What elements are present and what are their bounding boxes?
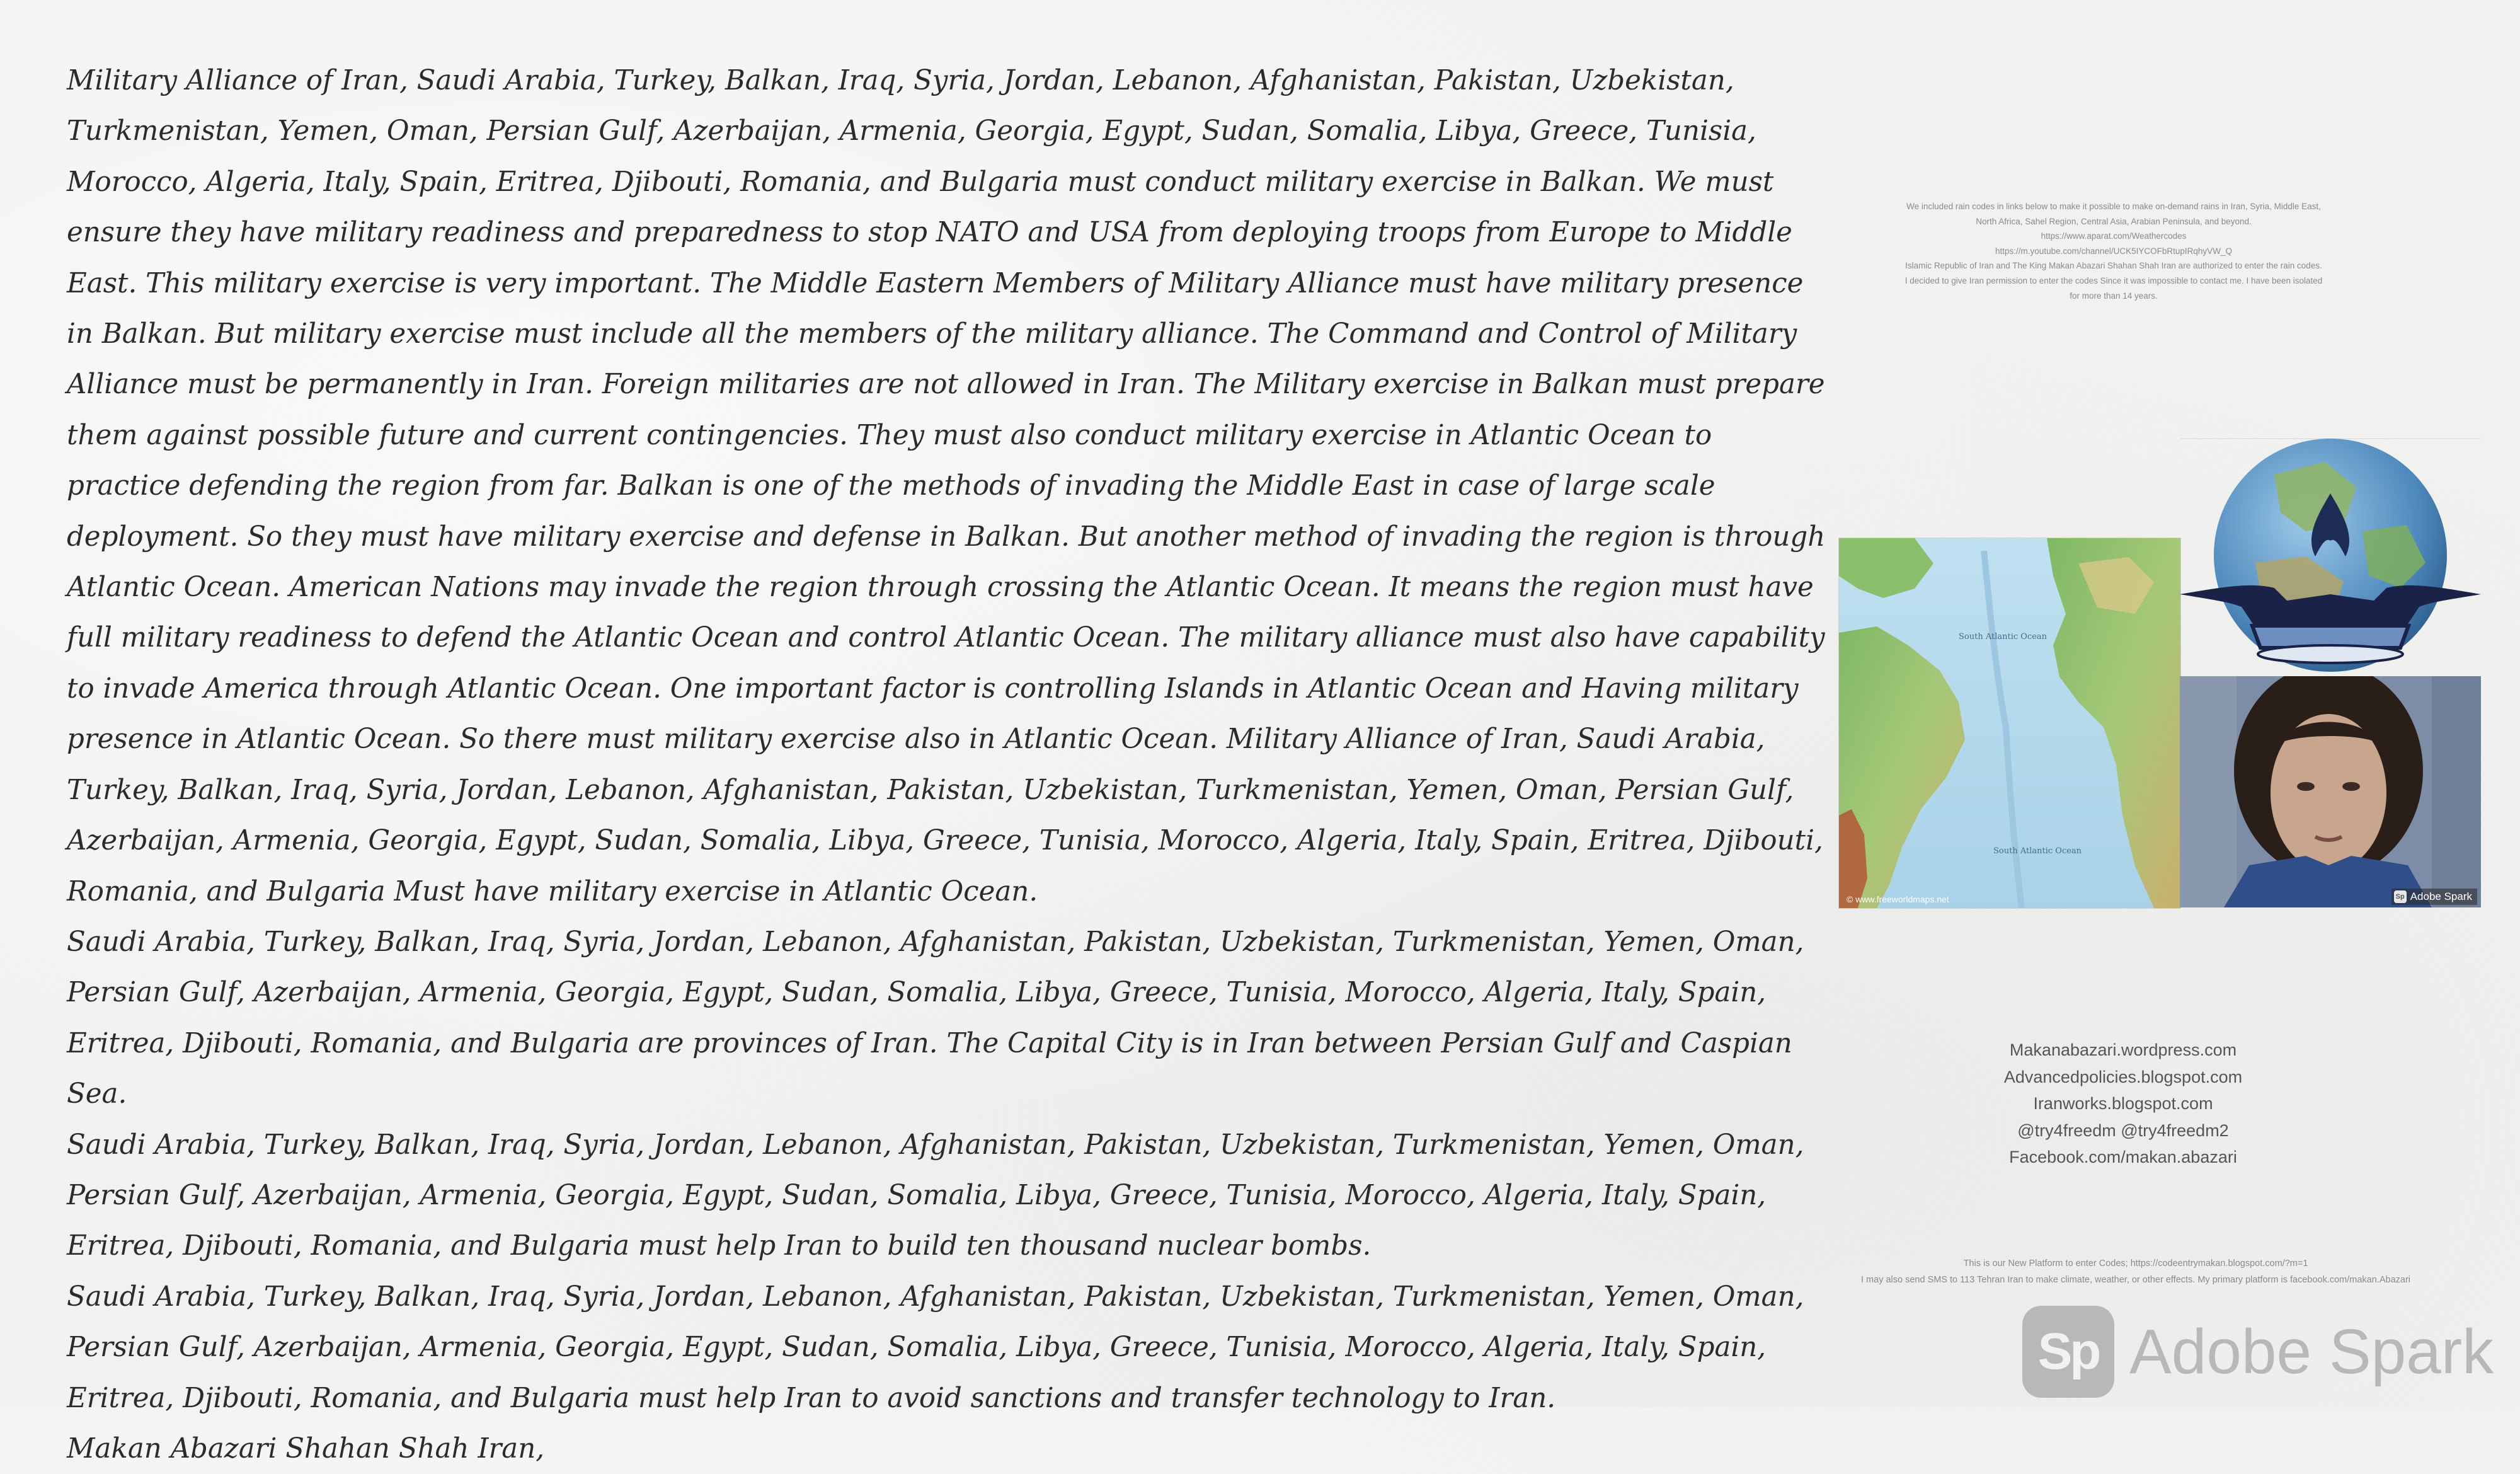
link-advancedpolicies[interactable]: Advancedpolicies.blogspot.com	[2003, 1067, 2243, 1086]
platform-note-line-2: I may also send SMS to 113 Tehran Iran to make climate, weather, or other effects. My primary platform is facebook.com/makan.Abazari	[1861, 1275, 2410, 1285]
notice-line: Islamic Republic of Iran and The King Makan Abazari Shahan Shah Iran are authorized to enter the rain codes.	[1905, 261, 2322, 271]
notice-line: I decided to give Iran permission to enter the codes Since it was impossible to contact me. I have been isolated	[1904, 275, 2323, 285]
notice-link[interactable]: https://m.youtube.com/channel/UCK5IYCOFbRtupIRqhyVW_Q	[1995, 246, 2232, 256]
link-wordpress[interactable]: Makanabazari.wordpress.com	[2009, 1040, 2237, 1059]
adobe-spark-logo-icon: Sp	[2022, 1306, 2114, 1398]
spark-logo-icon: Sp	[2394, 890, 2407, 903]
article-paragraph: Saudi Arabia, Turkey, Balkan, Iraq, Syria, Jordan, Lebanon, Afghanistan, Pakistan, Uzbekistan, Turkmenistan, Yemen, Oman, Persian Gulf, Azerbaijan, Armenia, Georgia, Egypt, Sudan, Somalia, Libya, Greece, Tunisia, Morocco, Algeria, Italy, Spain, Eritrea, Djibouti, Romania, and Bulgaria must help Iran to build ten thousand nuclear bombs.	[67, 1129, 1804, 1262]
atlantic-ocean-map	[1838, 538, 2181, 909]
crown-rim-icon	[2258, 645, 2403, 663]
rain-codes-notice	[1893, 199, 2334, 303]
platform-note-line-1: This is our New Platform to enter Codes; https://codeentrymakan.blogspot.com/?m=1	[1963, 1258, 2308, 1269]
article-paragraph: Military Alliance of Iran, Saudi Arabia, Turkey, Balkan, Iraq, Syria, Jordan, Lebanon, Afghanistan, Pakistan, Uzbekistan, Turkmenistan, Yemen, Oman, Persian Gulf, Azerbaijan, Armenia, Georgia, Egypt, Sudan, Somalia, Libya, Greece, Tunisia, Morocco, Algeria, Italy, Spain, Eritrea, Djibouti, Romania, and Bulgaria must conduct military exercise in Balkan. We must ensure they have military readiness and preparedness to stop NATO and USA from deploying troops from Europe to Middle East. This military exercise is very important. The Middle Eastern Members of Military Alliance must have military presence in Balkan. But military exercise must include all the members of the military alliance. The Command and Control of Military Alliance must be permanently in Iran. Foreign militaries are not allowed in Iran. The Military exercise in Balkan must prepare them against possible future and current contingencies. They must also conduct military exercise in Atlantic Ocean to practice defending the region from far. Balkan is one of the methods of invading the Middle East in case of large scale deployment. So they must have military exercise and defense in Balkan. But another method of invading the region is through Atlantic Ocean. American Nations may invade the region through crossing the Atlantic Ocean. It means the region must have full military readiness to defend the Atlantic Ocean and control Atlantic Ocean. The military alliance must also have capability to invade America through Atlantic Ocean. One important factor is controlling Islands in Atlantic Ocean and Having military presence in Atlantic Ocean. So there must military exercise also in Atlantic Ocean. Military Alliance of Iran, Saudi Arabia, Turkey, Balkan, Iraq, Syria, Jordan, Lebanon, Afghanistan, Pakistan, Uzbekistan, Turkmenistan, Yemen, Oman, Persian Gulf, Azerbaijan, Armenia, Georgia, Egypt, Sudan, Somalia, Libya, Greece, Tunisia, Morocco, Algeria, Italy, Spain, Eritrea, Djibouti, Romania, and Bulgaria Must have military exercise in Atlantic Ocean.	[67, 65, 1826, 907]
globe-crown-graphic	[2180, 437, 2481, 676]
notice-line: We included rain codes in links below to make it possible to make on-demand rains in Iran, Syria, Middle East,	[1906, 202, 2321, 211]
article-paragraph: Saudi Arabia, Turkey, Balkan, Iraq, Syria, Jordan, Lebanon, Afghanistan, Pakistan, Uzbekistan, Turkmenistan, Yemen, Oman, Persian Gulf, Azerbaijan, Armenia, Georgia, Egypt, Sudan, Somalia, Libya, Greece, Tunisia, Morocco, Algeria, Italy, Spain, Eritrea, Djibouti, Romania, and Bulgaria must help Iran to avoid sanctions and transfer technology to Iran.	[67, 1281, 1804, 1414]
platform-note	[1802, 1255, 2470, 1288]
map-label-south: South Atlantic Ocean	[1993, 846, 2082, 856]
adobe-spark-watermark	[2022, 1304, 2494, 1399]
map-label-north: South Atlantic Ocean	[1959, 632, 2048, 642]
notice-line: for more than 14 years.	[2070, 291, 2158, 301]
portrait-image	[2180, 676, 2481, 907]
map-image	[1839, 538, 2180, 908]
globe-crown-image	[2180, 437, 2481, 676]
adobe-spark-wordmark: Adobe Spark	[2129, 1316, 2494, 1387]
signature-line: Makan Abazari Shahan Shah Iran,	[67, 1432, 545, 1465]
notice-link[interactable]: https://www.aparat.com/Weathercodes	[2041, 231, 2187, 241]
article-body	[67, 55, 1831, 1474]
portrait-photo	[2180, 676, 2481, 907]
map-credit: © www.freeworldmaps.net	[1847, 894, 1949, 904]
link-iranworks[interactable]: Iranworks.blogspot.com	[2033, 1094, 2213, 1113]
adobe-spark-badge	[2391, 889, 2477, 905]
article-paragraph: Saudi Arabia, Turkey, Balkan, Iraq, Syria, Jordan, Lebanon, Afghanistan, Pakistan, Uzbekistan, Turkmenistan, Yemen, Oman, Persian Gulf, Azerbaijan, Armenia, Georgia, Egypt, Sudan, Somalia, Libya, Greece, Tunisia, Morocco, Algeria, Italy, Spain, Eritrea, Djibouti, Romania, and Bulgaria are provinces of Iran. The Capital City is in Iran between Persian Gulf and Caspian Sea.	[67, 926, 1804, 1110]
notice-line: North Africa, Sahel Region, Central Asia, Arabian Peninsula, and beyond.	[1976, 216, 2252, 226]
contact-links	[1934, 1037, 2312, 1171]
badge-label: Adobe Spark	[2410, 890, 2472, 902]
link-facebook[interactable]: Facebook.com/makan.abazari	[2009, 1148, 2237, 1166]
link-twitter-handles[interactable]: @try4freedm @try4freedm2	[2017, 1120, 2229, 1140]
